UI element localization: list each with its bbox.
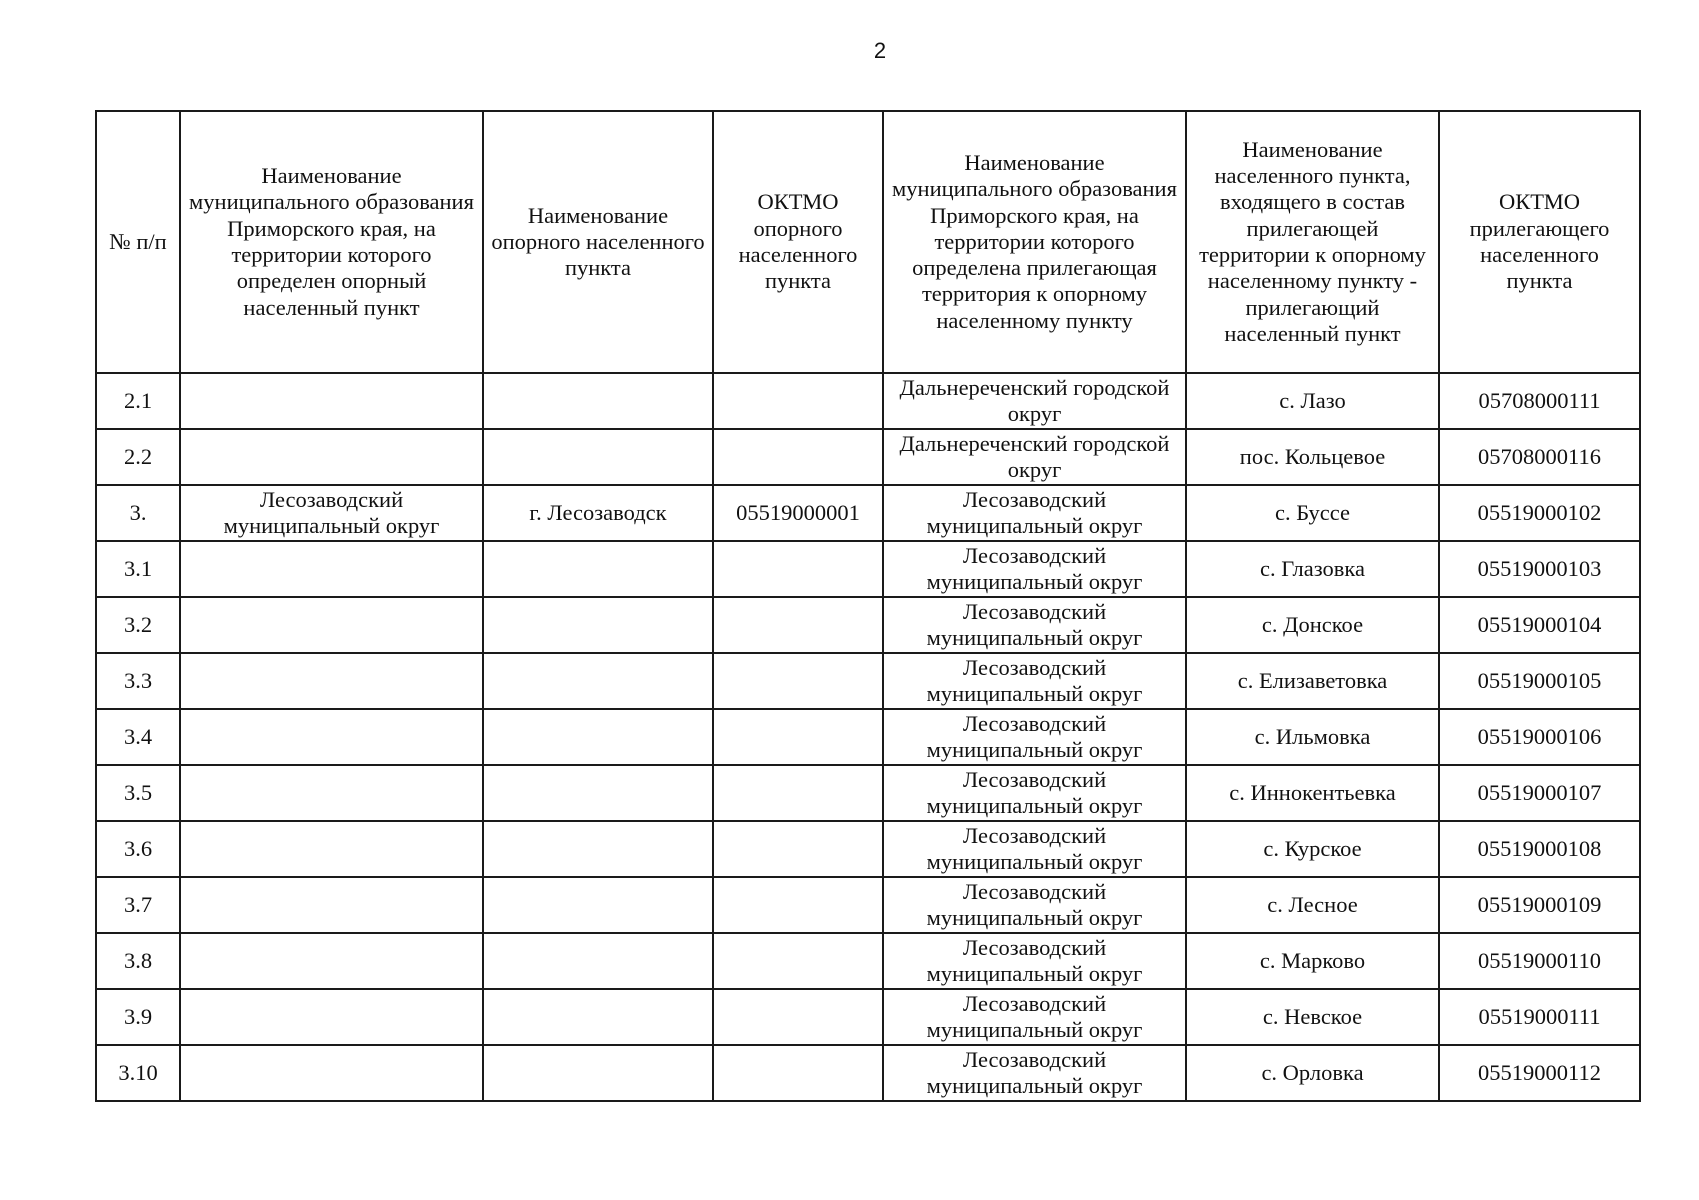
cell-adjacent-municipality: Лесозаводский муниципальный округ	[883, 485, 1186, 541]
cell-municipality	[180, 541, 483, 597]
cell-adjacent-settlement: с. Елизаветовка	[1186, 653, 1439, 709]
cell-municipality	[180, 1045, 483, 1101]
table-row	[96, 989, 1640, 1045]
header-adjacent-settlement: Наименование населенного пункта, входящего в состав прилегающей территории к опорному населенному пункту - прилегающий населенный пункт	[1186, 111, 1439, 373]
cell-adjacent-municipality: Лесозаводский муниципальный округ	[883, 597, 1186, 653]
cell-adjacent-municipality: Лесозаводский муниципальный округ	[883, 541, 1186, 597]
cell-adjacent-settlement: с. Орловка	[1186, 1045, 1439, 1101]
cell-adjacent-settlement: с. Невское	[1186, 989, 1439, 1045]
header-core-settlement: Наименование опорного населенного пункта	[483, 111, 713, 373]
cell-core-settlement	[483, 933, 713, 989]
cell-core-oktmo: 05519000001	[713, 485, 883, 541]
cell-core-settlement	[483, 429, 713, 485]
cell-core-oktmo	[713, 597, 883, 653]
header-row	[96, 111, 1640, 373]
table-body	[96, 373, 1640, 1101]
cell-core-oktmo	[713, 877, 883, 933]
cell-number: 3.5	[96, 765, 180, 821]
cell-adjacent-settlement: с. Донское	[1186, 597, 1439, 653]
cell-number: 3.1	[96, 541, 180, 597]
table-row	[96, 821, 1640, 877]
cell-core-oktmo	[713, 821, 883, 877]
cell-number: 3.6	[96, 821, 180, 877]
cell-number: 2.1	[96, 373, 180, 429]
cell-adjacent-settlement: с. Лесное	[1186, 877, 1439, 933]
cell-adjacent-municipality: Лесозаводский муниципальный округ	[883, 933, 1186, 989]
cell-number: 3.9	[96, 989, 180, 1045]
cell-core-oktmo	[713, 709, 883, 765]
cell-adjacent-oktmo: 05519000108	[1439, 821, 1640, 877]
table-row	[96, 709, 1640, 765]
cell-adjacent-municipality: Лесозаводский муниципальный округ	[883, 877, 1186, 933]
table-row	[96, 485, 1640, 541]
cell-adjacent-oktmo: 05519000106	[1439, 709, 1640, 765]
cell-adjacent-oktmo: 05519000103	[1439, 541, 1640, 597]
cell-adjacent-municipality: Лесозаводский муниципальный округ	[883, 709, 1186, 765]
cell-core-settlement	[483, 597, 713, 653]
cell-number: 2.2	[96, 429, 180, 485]
cell-adjacent-settlement: с. Курское	[1186, 821, 1439, 877]
cell-adjacent-oktmo: 05519000111	[1439, 989, 1640, 1045]
table-row	[96, 429, 1640, 485]
cell-adjacent-settlement: пос. Кольцевое	[1186, 429, 1439, 485]
table-row	[96, 1045, 1640, 1101]
table-header	[96, 111, 1640, 373]
cell-municipality	[180, 429, 483, 485]
cell-municipality	[180, 933, 483, 989]
cell-core-settlement	[483, 821, 713, 877]
cell-adjacent-oktmo: 05519000110	[1439, 933, 1640, 989]
cell-core-settlement	[483, 1045, 713, 1101]
cell-adjacent-oktmo: 05519000109	[1439, 877, 1640, 933]
cell-adjacent-municipality: Дальнереченский городской округ	[883, 373, 1186, 429]
cell-core-settlement	[483, 373, 713, 429]
header-adjacent-municipality: Наименование муниципального образования Приморского края, на территории которого определена прилегающая территория к опорному населенному пункту	[883, 111, 1186, 373]
cell-adjacent-oktmo: 05519000112	[1439, 1045, 1640, 1101]
cell-core-settlement	[483, 709, 713, 765]
cell-adjacent-municipality: Лесозаводский муниципальный округ	[883, 821, 1186, 877]
cell-core-settlement	[483, 653, 713, 709]
cell-adjacent-settlement: с. Лазо	[1186, 373, 1439, 429]
cell-number: 3.10	[96, 1045, 180, 1101]
cell-municipality	[180, 709, 483, 765]
cell-municipality	[180, 989, 483, 1045]
table-row	[96, 541, 1640, 597]
cell-adjacent-oktmo: 05708000111	[1439, 373, 1640, 429]
cell-adjacent-oktmo: 05519000107	[1439, 765, 1640, 821]
cell-core-oktmo	[713, 933, 883, 989]
cell-core-settlement: г. Лесозаводск	[483, 485, 713, 541]
cell-adjacent-oktmo: 05519000105	[1439, 653, 1640, 709]
cell-adjacent-settlement: с. Марково	[1186, 933, 1439, 989]
cell-core-oktmo	[713, 989, 883, 1045]
cell-number: 3.	[96, 485, 180, 541]
cell-number: 3.8	[96, 933, 180, 989]
table-row	[96, 933, 1640, 989]
cell-core-oktmo	[713, 1045, 883, 1101]
cell-municipality	[180, 653, 483, 709]
cell-core-oktmo	[713, 373, 883, 429]
cell-number: 3.7	[96, 877, 180, 933]
cell-municipality	[180, 877, 483, 933]
cell-adjacent-settlement: с. Ильмовка	[1186, 709, 1439, 765]
header-number: № п/п	[96, 111, 180, 373]
cell-municipality	[180, 597, 483, 653]
cell-municipality	[180, 373, 483, 429]
cell-core-oktmo	[713, 765, 883, 821]
cell-number: 3.4	[96, 709, 180, 765]
cell-adjacent-municipality: Дальнереченский городской округ	[883, 429, 1186, 485]
cell-core-settlement	[483, 877, 713, 933]
cell-core-settlement	[483, 989, 713, 1045]
cell-adjacent-municipality: Лесозаводский муниципальный округ	[883, 989, 1186, 1045]
cell-number: 3.3	[96, 653, 180, 709]
header-municipality: Наименование муниципального образования Приморского края, на территории которого определен опорный населенный пункт	[180, 111, 483, 373]
settlements-table	[95, 110, 1641, 1102]
cell-municipality	[180, 821, 483, 877]
cell-adjacent-municipality: Лесозаводский муниципальный округ	[883, 1045, 1186, 1101]
cell-core-oktmo	[713, 653, 883, 709]
header-core-oktmo: ОКТМО опорного населенного пункта	[713, 111, 883, 373]
table-row	[96, 373, 1640, 429]
cell-adjacent-municipality: Лесозаводский муниципальный округ	[883, 653, 1186, 709]
table-row	[96, 653, 1640, 709]
cell-core-settlement	[483, 765, 713, 821]
cell-core-oktmo	[713, 541, 883, 597]
header-adjacent-oktmo: ОКТМО прилегающего населенного пункта	[1439, 111, 1640, 373]
cell-municipality	[180, 765, 483, 821]
cell-number: 3.2	[96, 597, 180, 653]
cell-core-oktmo	[713, 429, 883, 485]
cell-adjacent-municipality: Лесозаводский муниципальный округ	[883, 765, 1186, 821]
table-row	[96, 765, 1640, 821]
cell-core-settlement	[483, 541, 713, 597]
cell-adjacent-settlement: с. Буссе	[1186, 485, 1439, 541]
cell-adjacent-settlement: с. Иннокентьевка	[1186, 765, 1439, 821]
cell-adjacent-oktmo: 05519000104	[1439, 597, 1640, 653]
cell-adjacent-oktmo: 05708000116	[1439, 429, 1640, 485]
table-row	[96, 877, 1640, 933]
cell-adjacent-settlement: с. Глазовка	[1186, 541, 1439, 597]
table-row	[96, 597, 1640, 653]
cell-municipality: Лесозаводский муниципальный округ	[180, 485, 483, 541]
page-number: 2	[873, 38, 887, 63]
cell-adjacent-oktmo: 05519000102	[1439, 485, 1640, 541]
